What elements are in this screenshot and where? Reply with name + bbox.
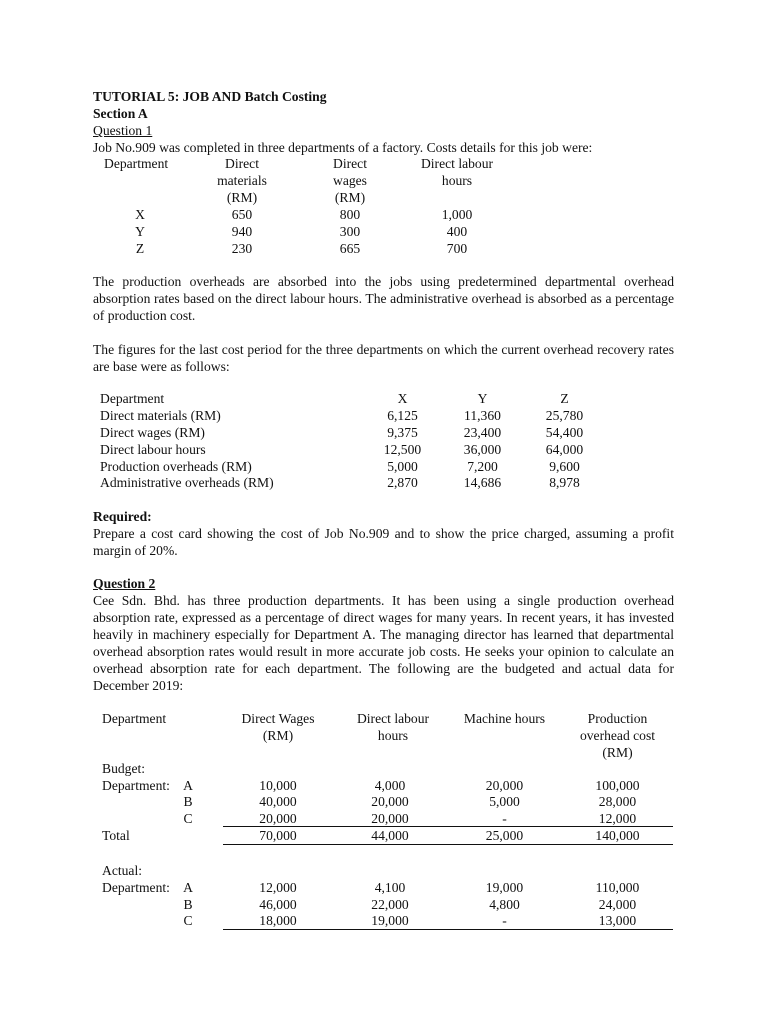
header-line: wages bbox=[333, 173, 367, 188]
section-heading: Section A bbox=[93, 106, 148, 121]
table-cell: 5,000 bbox=[489, 794, 520, 809]
table-header-z: Z bbox=[560, 391, 569, 406]
header-line: (RM) bbox=[334, 190, 366, 205]
table-cell: 4,800 bbox=[489, 897, 520, 912]
header-line: Direct labour bbox=[420, 156, 494, 171]
table-cell: 940 bbox=[231, 224, 253, 239]
actual-bottom-rule bbox=[223, 929, 673, 930]
question-2-heading: Question 2 bbox=[93, 576, 156, 591]
table-header-production-overhead bbox=[565, 710, 670, 761]
header-line: hours bbox=[441, 173, 473, 188]
table-cell: 46,000 bbox=[259, 897, 297, 912]
table-header-department: Department bbox=[104, 156, 169, 171]
table-cell: 23,400 bbox=[463, 425, 502, 440]
row-label: Direct wages (RM) bbox=[100, 425, 205, 440]
header-line: Direct Wages bbox=[241, 711, 315, 726]
table-cell: 4,000 bbox=[374, 778, 406, 793]
question-1-intro: Job No.909 was completed in three departments of a factory. Costs details for this job were: bbox=[93, 140, 593, 155]
table-cell: 6,125 bbox=[387, 408, 418, 423]
actual-label: Actual: bbox=[102, 863, 143, 878]
table-header-direct-materials bbox=[202, 155, 282, 206]
table-cell: - bbox=[502, 811, 507, 826]
header-line: Direct bbox=[225, 156, 259, 171]
table-cell: 665 bbox=[339, 241, 361, 256]
table-cell: 25,780 bbox=[545, 408, 584, 423]
row-label: Administrative overheads (RM) bbox=[100, 475, 274, 490]
table-cell: 25,000 bbox=[485, 828, 524, 843]
table-cell: 9,375 bbox=[387, 425, 418, 440]
table-cell-dept: A bbox=[183, 880, 193, 895]
table-cell: 14,686 bbox=[463, 475, 502, 490]
department-prefix: Department: bbox=[102, 778, 170, 793]
table-cell: 19,000 bbox=[485, 880, 524, 895]
header-line: Production bbox=[587, 711, 648, 726]
required-label: Required: bbox=[93, 509, 152, 524]
row-label: Direct materials (RM) bbox=[100, 408, 221, 423]
table-header-direct-labour-hours bbox=[343, 710, 443, 744]
table-cell: 230 bbox=[231, 241, 253, 256]
table-cell: 64,000 bbox=[545, 442, 584, 457]
table-cell: 12,500 bbox=[383, 442, 422, 457]
table-cell: 2,870 bbox=[387, 475, 418, 490]
table-header-department: Department bbox=[102, 711, 167, 726]
table-cell: 8,978 bbox=[549, 475, 580, 490]
budget-label: Budget: bbox=[102, 761, 146, 776]
table-header-department: Department bbox=[100, 391, 165, 406]
table-cell: 20,000 bbox=[371, 811, 409, 826]
table-cell: 44,000 bbox=[371, 828, 409, 843]
table-header-x: X bbox=[397, 391, 408, 406]
table-cell: 40,000 bbox=[259, 794, 297, 809]
question-1-heading: Question 1 bbox=[93, 123, 153, 138]
table-cell: 1,000 bbox=[441, 207, 473, 222]
table-header-direct-wages bbox=[310, 155, 390, 206]
table-cell: 20,000 bbox=[259, 811, 297, 826]
table-cell: 54,400 bbox=[545, 425, 584, 440]
header-line: (RM) bbox=[262, 728, 294, 743]
table-cell-dept: Z bbox=[135, 241, 145, 256]
table-cell: 22,000 bbox=[371, 897, 409, 912]
recovery-rates-paragraph: The figures for the last cost period for the three departments on which the current overhead recovery rates are base were as follows: bbox=[93, 342, 674, 374]
header-line: (RM) bbox=[602, 745, 633, 760]
table-cell: 70,000 bbox=[259, 828, 297, 843]
table-cell: 700 bbox=[446, 241, 468, 256]
header-line: materials bbox=[217, 173, 267, 188]
table-cell-dept: A bbox=[183, 778, 193, 793]
table-cell: 12,000 bbox=[259, 880, 297, 895]
required-text: Prepare a cost card showing the cost of Job No.909 and to show the price charged, assuming a profit margin of 20%. bbox=[93, 526, 674, 558]
department-prefix: Department: bbox=[102, 880, 170, 895]
table-cell: 19,000 bbox=[371, 913, 409, 928]
header-line: Direct labour bbox=[356, 711, 430, 726]
row-label: Production overheads (RM) bbox=[100, 459, 252, 474]
table-cell-dept: X bbox=[135, 207, 145, 222]
table-header-y: Y bbox=[477, 391, 488, 406]
table-cell: 20,000 bbox=[485, 778, 524, 793]
table-cell: 28,000 bbox=[598, 794, 637, 809]
table-cell: - bbox=[502, 913, 507, 928]
document-title: TUTORIAL 5: JOB AND Batch Costing bbox=[93, 89, 327, 104]
table-cell: 400 bbox=[446, 224, 468, 239]
table-cell-dept: B bbox=[183, 794, 193, 809]
table-cell: 13,000 bbox=[598, 913, 637, 928]
row-label: Direct labour hours bbox=[100, 442, 206, 457]
header-line: hours bbox=[377, 728, 409, 743]
header-line: (RM) bbox=[226, 190, 258, 205]
total-label: Total bbox=[102, 828, 130, 843]
question-2-paragraph: Cee Sdn. Bhd. has three production departments. It has been using a single production overhead absorption rate, expressed as a percentage of direct wages for many years. In recent years, it has invested heavily in machinery especially for Department A. The managing director has learned that departmental overhead absorption rates would result in more accurate job costs. He seeks your opinion to calculate an overhead absorption rate for each department. The following are the budgeted and actual data for December 2019: bbox=[93, 593, 674, 693]
table-cell: 11,360 bbox=[464, 408, 501, 423]
table-header-direct-labour-hours bbox=[407, 155, 507, 189]
header-line: Direct bbox=[333, 156, 367, 171]
table-cell: 18,000 bbox=[259, 913, 297, 928]
table-cell: 24,000 bbox=[598, 897, 637, 912]
overhead-absorption-paragraph: The production overheads are absorbed into the jobs using predetermined departmental overhead absorption rates based on the direct labour hours. The administrative overhead is absorbed as a percentage of production cost. bbox=[93, 274, 674, 323]
table-cell: 300 bbox=[339, 224, 361, 239]
table-cell: 12,000 bbox=[598, 811, 637, 826]
header-line: overhead cost bbox=[579, 728, 656, 743]
table-cell: 5,000 bbox=[387, 459, 418, 474]
table-cell-dept: C bbox=[183, 811, 193, 826]
table-cell: 100,000 bbox=[595, 778, 640, 793]
table-cell: 4,100 bbox=[374, 880, 406, 895]
table-cell: 9,600 bbox=[549, 459, 580, 474]
table-header-machine-hours: Machine hours bbox=[463, 711, 546, 726]
table-cell-dept: Y bbox=[135, 224, 145, 239]
table-cell-dept: C bbox=[183, 913, 193, 928]
table-cell: 10,000 bbox=[259, 778, 297, 793]
table-cell: 800 bbox=[339, 207, 361, 222]
table-cell-dept: B bbox=[183, 897, 193, 912]
table-cell: 7,200 bbox=[467, 459, 498, 474]
table-header-direct-wages bbox=[228, 710, 328, 744]
table-cell: 110,000 bbox=[595, 880, 640, 895]
total-bottom-rule bbox=[223, 844, 673, 845]
table-cell: 20,000 bbox=[371, 794, 409, 809]
table-cell: 650 bbox=[231, 207, 253, 222]
table-cell: 36,000 bbox=[463, 442, 502, 457]
table-cell: 140,000 bbox=[595, 828, 640, 843]
